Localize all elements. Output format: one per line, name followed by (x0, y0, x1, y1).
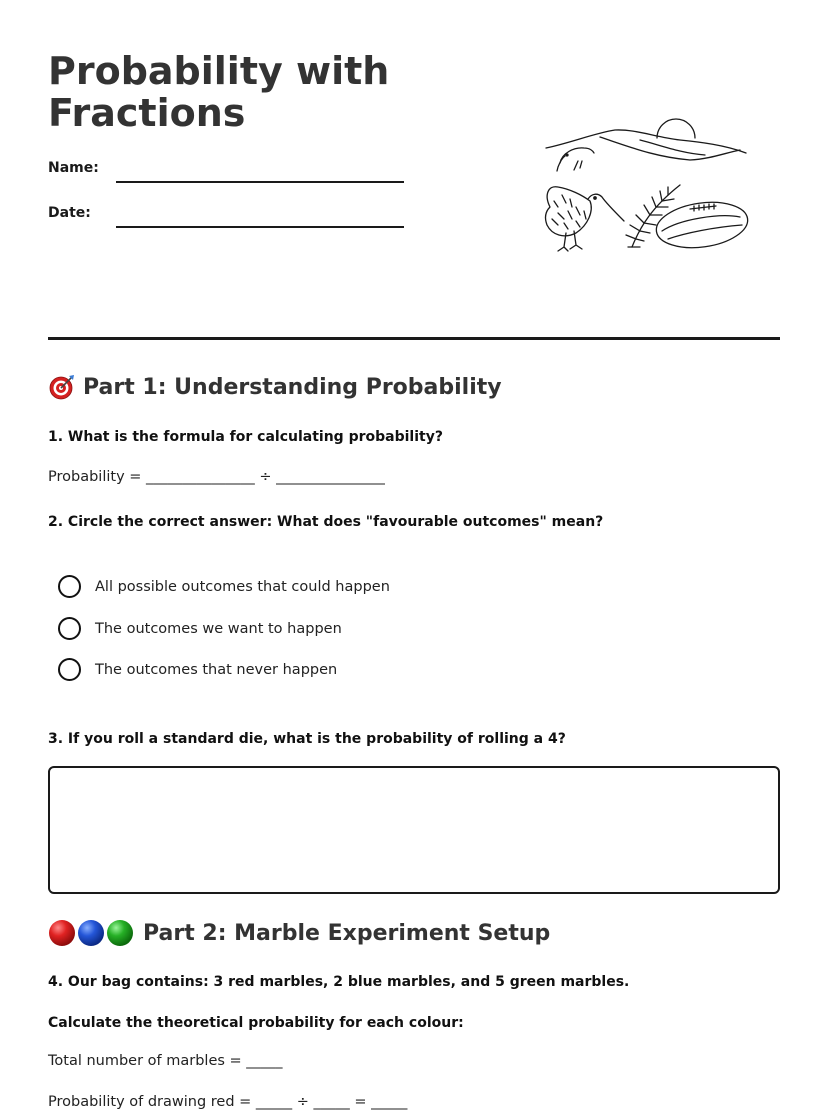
option-wanted-outcomes[interactable] (58, 617, 342, 640)
option-label: The outcomes that never happen (95, 661, 338, 678)
red-probability-line[interactable]: Probability of drawing red = _____ ÷ _____ = _____ (48, 1094, 408, 1110)
sun-icon (657, 119, 695, 138)
name-line[interactable] (116, 181, 404, 183)
kiwi-rugby-illustration (540, 115, 752, 260)
option-all-outcomes[interactable] (58, 575, 390, 598)
question-4: 4. Our bag contains: 3 red marbles, 2 blue marbles, and 5 green marbles. (48, 974, 630, 990)
part1-heading (48, 373, 502, 401)
question-2: 2. Circle the correct answer: What does "favourable outcomes" mean? (48, 514, 604, 530)
probability-formula[interactable]: Probability = _______________ ÷ _______________ (48, 469, 385, 485)
small-kiwi-icon (557, 148, 594, 171)
part2-heading-text: Part 2: Marble Experiment Setup (143, 920, 551, 946)
marbles-icons (48, 918, 136, 948)
section-divider (48, 337, 780, 340)
date-line[interactable] (116, 226, 404, 228)
option-label: All possible outcomes that could happen (95, 578, 390, 595)
red-marble-icon (49, 920, 75, 946)
blue-marble-icon (78, 920, 104, 946)
rugby-ball-icon (653, 197, 750, 253)
calculate-instruction: Calculate the theoretical probability for each colour: (48, 1015, 464, 1031)
page-title: Probability with Fractions (48, 49, 390, 135)
question-1: 1. What is the formula for calculating probability? (48, 429, 443, 445)
total-marbles-line[interactable]: Total number of marbles = _____ (48, 1053, 283, 1069)
question-3: 3. If you roll a standard die, what is the probability of rolling a 4? (48, 731, 566, 747)
option-never-outcomes[interactable] (58, 658, 337, 681)
radio-circle[interactable] (58, 575, 81, 598)
part2-heading (48, 918, 550, 948)
name-label: Name: (48, 160, 99, 176)
date-label: Date: (48, 205, 91, 221)
radio-circle[interactable] (58, 658, 81, 681)
kiwi-bird-icon (546, 187, 624, 251)
answer-box-q3[interactable] (48, 766, 780, 894)
green-marble-icon (107, 920, 133, 946)
part1-heading-text: Part 1: Understanding Probability (83, 374, 502, 400)
target-dart-icon (48, 373, 76, 401)
option-label: The outcomes we want to happen (95, 620, 342, 637)
radio-circle[interactable] (58, 617, 81, 640)
